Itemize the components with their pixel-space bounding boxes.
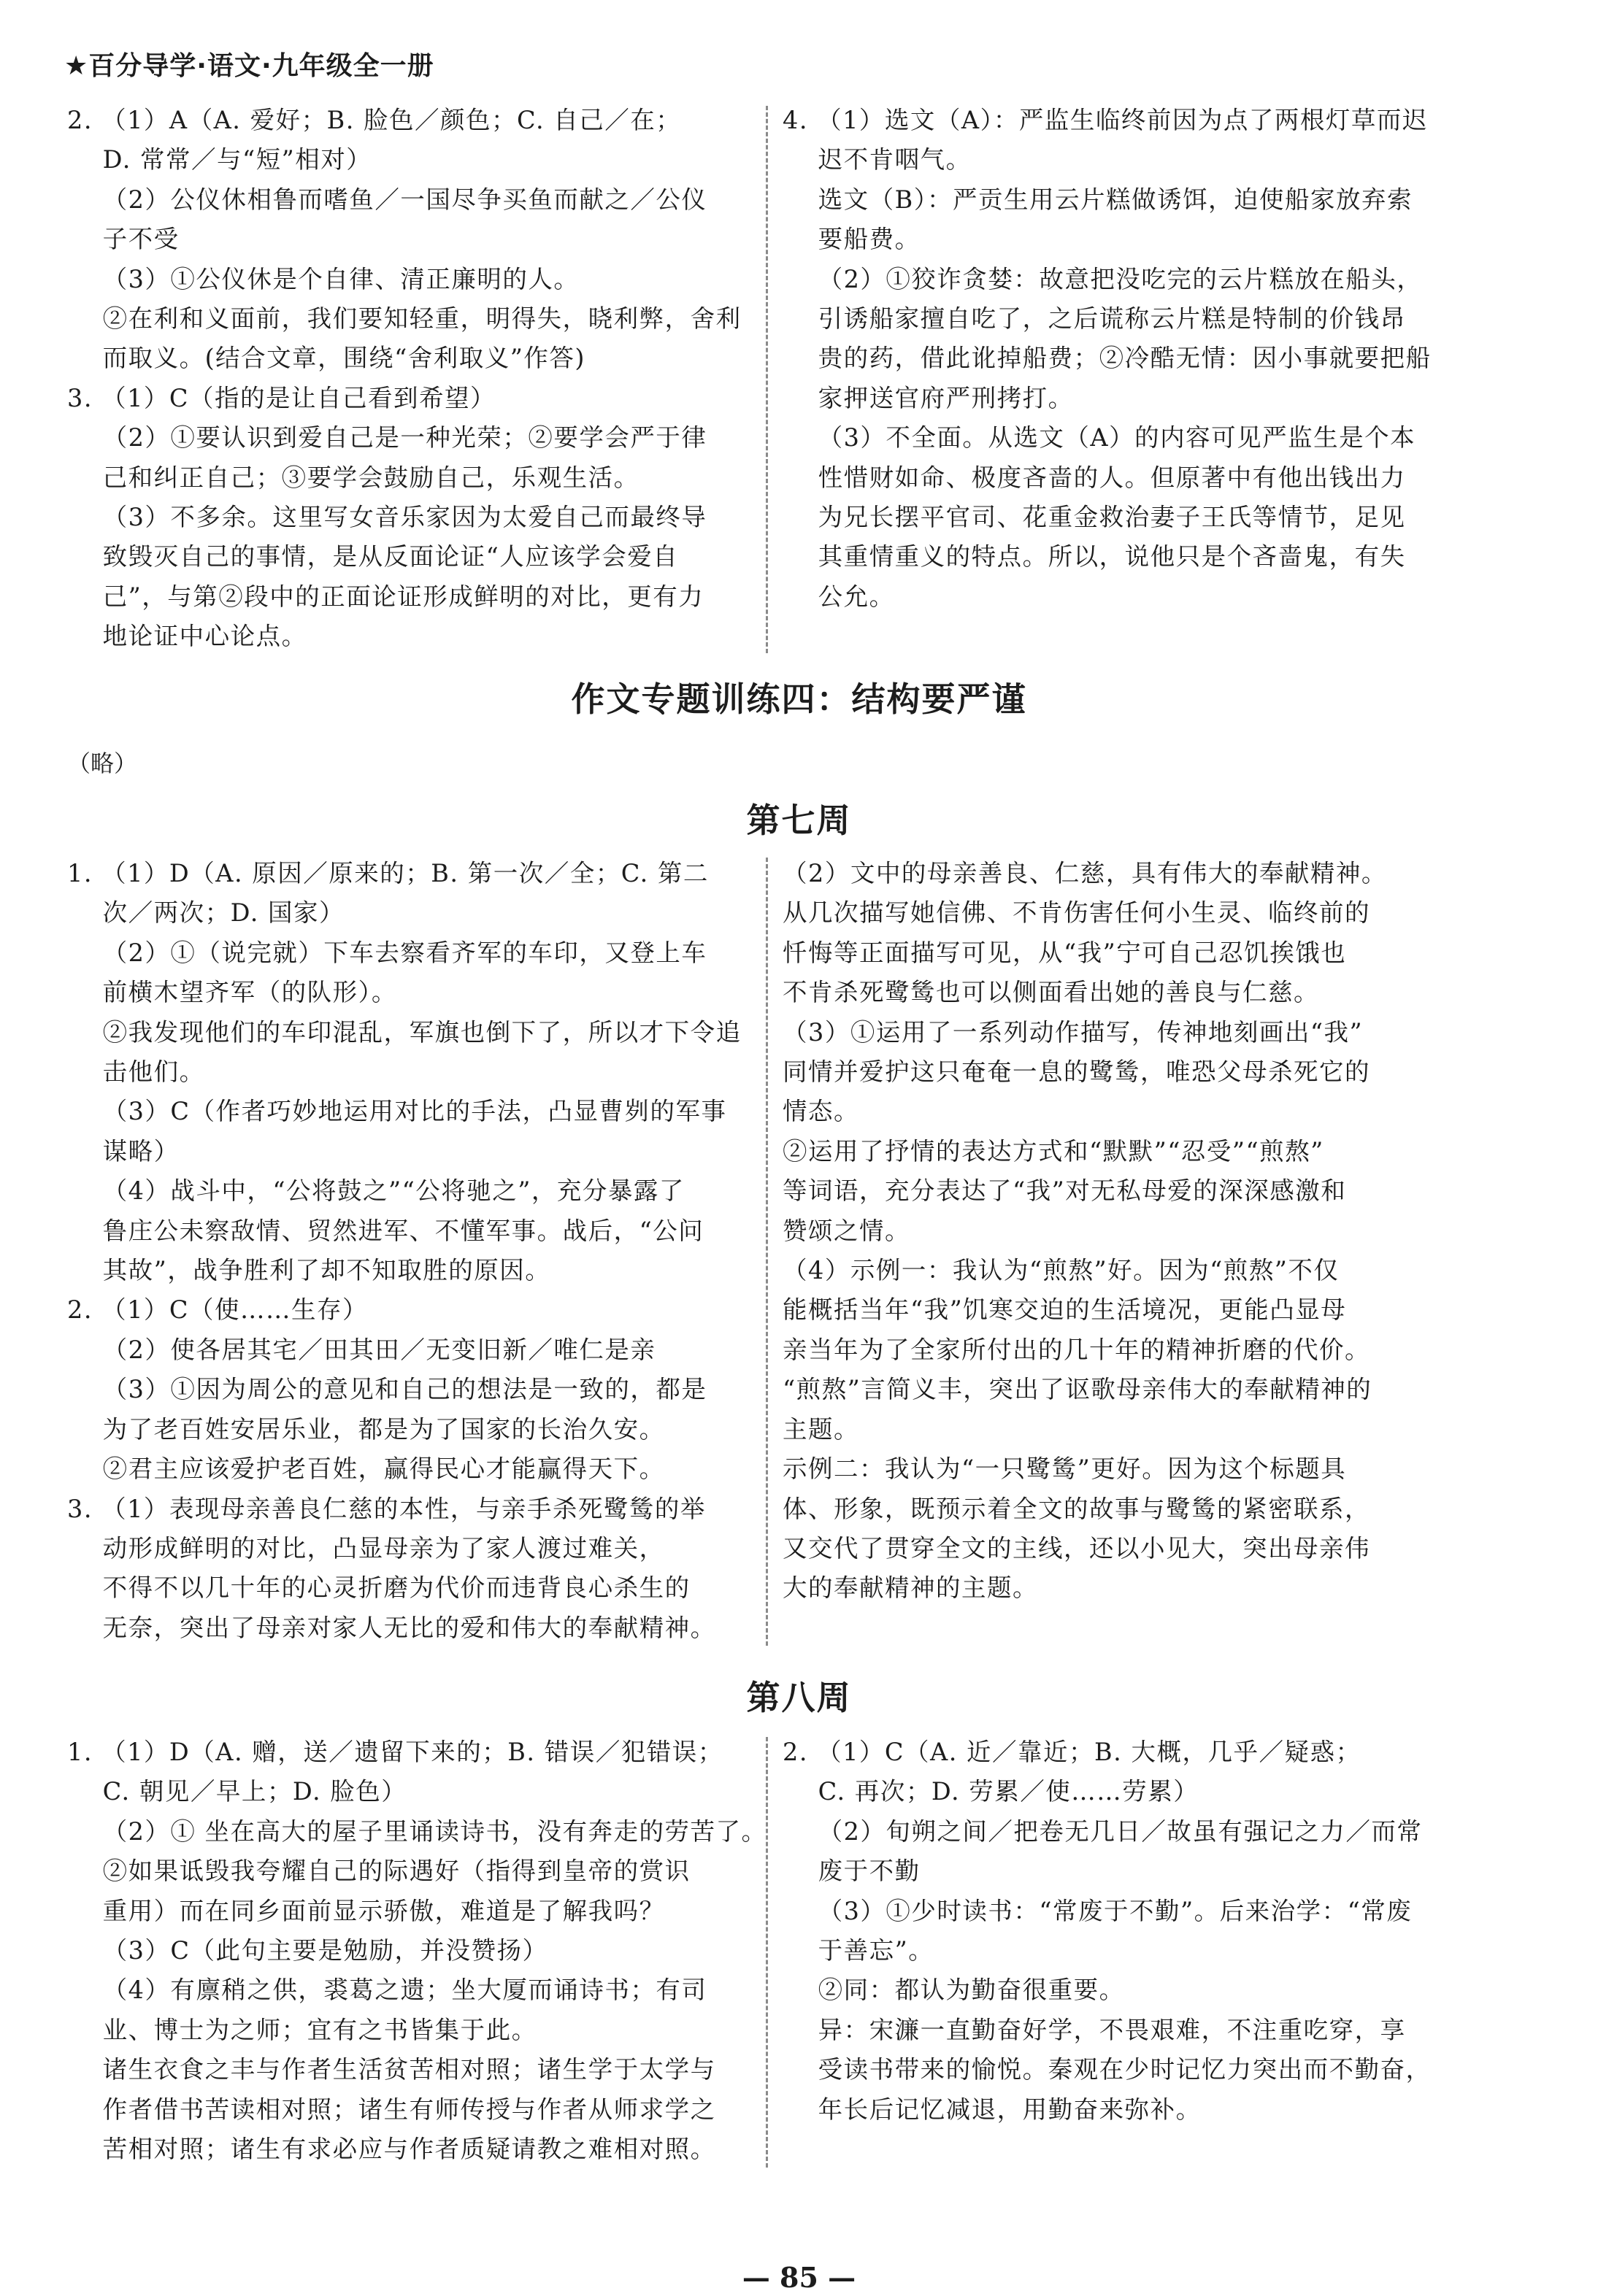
text-line: C. 朝见／早上；D. 脸色） bbox=[67, 1777, 407, 1806]
text-line: 谋略） bbox=[67, 1136, 180, 1166]
page-number: — 85 — bbox=[742, 2261, 856, 2294]
text-line: 无奈，突出了母亲对家人无比的爱和伟大的奉献精神。 bbox=[67, 1613, 716, 1642]
week8-title: 第八周 bbox=[746, 1678, 852, 1717]
text-line: 忏悔等正面描写可见，从“我”宁可自己忍饥挨饿也 bbox=[783, 938, 1347, 967]
text-line: 引诱船家擅自吃了，之后谎称云片糕是特制的价钱昂 bbox=[783, 304, 1406, 334]
week8-left-column bbox=[67, 1733, 767, 2169]
text-line: 公允。 bbox=[783, 582, 895, 611]
text-line: 1. （1）D（A. 赠，送／遗留下来的；B. 错误／犯错误； bbox=[67, 1738, 723, 1766]
text-line: （4）有廪稍之供，裘葛之遗；坐大厦而诵诗书；有司 bbox=[67, 1976, 707, 2005]
text-line: 废于不勤 bbox=[783, 1857, 921, 1886]
text-line: 贵的药，借此讹掉船费；②冷酷无情：因小事就要把船 bbox=[783, 344, 1432, 373]
text-line: （2）公仪休相鲁而嗜鱼／一国尽争买鱼而献之／公仪 bbox=[67, 185, 707, 214]
text-line: ②同：都认为勤奋很重要。 bbox=[783, 1976, 1125, 2005]
text-line: “煎熬”言简义丰，突出了讴歌母亲伟大的奉献精神的 bbox=[783, 1375, 1372, 1404]
text-line: 又交代了贯穿全文的主线，还以小见大，突出母亲伟 bbox=[783, 1533, 1370, 1563]
text-line: 1. （1）D（A. 原因／原来的；B. 第一次／全；C. 第二 bbox=[67, 859, 709, 887]
text-line: 受读书带来的愉悦。秦观在少时记忆力突出而不勤奋， bbox=[783, 2055, 1432, 2084]
essay-note: （略） bbox=[67, 750, 138, 777]
text-line: 情态。 bbox=[783, 1097, 859, 1126]
text-line: 为兄长摆平官司、花重金救治妻子王氏等情节，足见 bbox=[783, 503, 1406, 532]
essay-section-title: 作文专题训练四：结构要严谨 bbox=[571, 679, 1027, 719]
text-line: 鲁庄公未察敌情、贸然进军、不懂军事。战后，“公问 bbox=[67, 1216, 704, 1245]
text-line: 2. （1）A（A. 爱好；B. 脸色／颜色；C. 自己／在； bbox=[67, 106, 682, 134]
text-line: 重用）而在同乡面前显示骄傲，难道是了解我吗？ bbox=[67, 1896, 665, 1925]
text-line: 己和纠正自己；③要学会鼓励自己，乐观生活。 bbox=[67, 463, 639, 492]
text-line: 体、形象，既预示着全文的故事与鹭鸶的紧密联系， bbox=[783, 1494, 1370, 1523]
text-line: 子不受 bbox=[67, 225, 180, 254]
text-line: 前横木望齐军（的队形）。 bbox=[67, 978, 397, 1007]
text-line: C. 再次；D. 劳累／使……劳累） bbox=[783, 1777, 1199, 1806]
text-line: （4）示例一：我认为“煎熬”好。因为“煎熬”不仅 bbox=[783, 1256, 1340, 1285]
text-line: 3. （1）表现母亲善良仁慈的本性，与亲手杀死鹭鸶的举 bbox=[67, 1494, 706, 1523]
text-line: 赞颂之情。 bbox=[783, 1216, 910, 1245]
text-line: 家押送官府严刑拷打。 bbox=[783, 383, 1074, 412]
text-line: ②如果诋毁我夸耀自己的际遇好（指得到皇帝的赏识 bbox=[67, 1857, 691, 1886]
text-line: （3）C（此句主要是勉励，并没赞扬） bbox=[67, 1936, 548, 1965]
text-line: 不肯杀死鹭鸶也可以侧面看出她的善良与仁慈。 bbox=[783, 978, 1319, 1007]
text-line: 次／两次；D. 国家） bbox=[67, 898, 345, 928]
text-line: （2）文中的母亲善良、仁慈，具有伟大的奉献精神。 bbox=[783, 859, 1387, 887]
text-line: D. 常常／与“短”相对） bbox=[67, 145, 372, 174]
text-line: 要船费。 bbox=[783, 225, 921, 254]
text-line: 己”，与第②段中的正面论证形成鲜明的对比，更有力 bbox=[67, 582, 704, 611]
text-line: ②在利和义面前，我们要知轻重，明得失，晓利弊，舍利 bbox=[67, 304, 742, 334]
text-line: （4）战斗中，“公将鼓之”“公将驰之”，充分暴露了 bbox=[67, 1176, 685, 1206]
text-line: 苦相对照；诸生有求必应与作者质疑请教之难相对照。 bbox=[67, 2135, 716, 2164]
text-line: 迟不肯咽气。 bbox=[783, 145, 972, 174]
text-line: ②运用了抒情的表达方式和“默默”“忍受”“煎熬” bbox=[783, 1136, 1324, 1166]
text-line: 同情并爱护这只奄奄一息的鹭鸶，唯恐父母杀死它的 bbox=[783, 1058, 1370, 1087]
text-line: 年长后记忆减退，用勤奋来弥补。 bbox=[783, 2095, 1202, 2124]
text-line: （2）①狡诈贪婪：故意把没吃完的云片糕放在船头， bbox=[783, 264, 1423, 293]
week7-title: 第七周 bbox=[746, 801, 852, 840]
text-line: 2. （1）C（使……生存） bbox=[67, 1295, 369, 1325]
text-line: （3）C（作者巧妙地运用对比的手法，凸显曹刿的军事 bbox=[67, 1097, 727, 1126]
week8-right-column bbox=[783, 1733, 1432, 2130]
text-line: （3）①运用了一系列动作描写，传神地刻画出“我” bbox=[783, 1017, 1364, 1047]
text-line: 4. （1）选文（A）：严监生临终前因为点了两根灯草而迟 bbox=[783, 106, 1428, 134]
text-line: 能概括当年“我”饥寒交迫的生活境况，更能凸显母 bbox=[783, 1295, 1347, 1325]
text-line: （2）① 坐在高大的屋子里诵读诗书，没有奔走的劳苦了。 bbox=[67, 1817, 767, 1846]
text-line: （2）使各居其宅／田其田／无变旧新／唯仁是亲 bbox=[67, 1335, 656, 1364]
text-line: 选文（B）：严贡生用云片糕做诱饵，迫使船家放弃索 bbox=[783, 185, 1413, 214]
text-line: 主题。 bbox=[783, 1414, 859, 1444]
section1-left-column bbox=[67, 101, 742, 657]
text-line: 示例二：我认为“一只鹭鸶”更好。因为这个标题具 bbox=[783, 1455, 1347, 1484]
text-line: 致毁灭自己的事情，是从反面论证“人应该学会爱自 bbox=[67, 542, 679, 571]
text-line: 2. （1）C（A. 近／靠近；B. 大概，几乎／疑惑； bbox=[783, 1738, 1361, 1766]
text-line: 其故”，战争胜利了却不知取胜的原因。 bbox=[67, 1256, 551, 1285]
text-line: 动形成鲜明的对比，凸显母亲为了家人渡过难关， bbox=[67, 1533, 665, 1563]
text-line: 等词语，充分表达了“我”对无私母爱的深深感激和 bbox=[783, 1176, 1347, 1206]
text-line: 地论证中心论点。 bbox=[67, 622, 307, 651]
text-line: （3）①少时读书：“常废于不勤”。后来治学：“常废 bbox=[783, 1896, 1413, 1925]
text-line: 不得不以几十年的心灵折磨为代价而违背良心杀生的 bbox=[67, 1573, 691, 1603]
text-line: 为了老百姓安居乐业，都是为了国家的长治久安。 bbox=[67, 1414, 665, 1444]
text-line: （2）旬朔之间／把卷无几日／故虽有强记之力／而常 bbox=[783, 1817, 1423, 1846]
text-line: （3）①公仪休是个自律、清正廉明的人。 bbox=[67, 264, 580, 293]
text-line: 异：宋濂一直勤奋好学，不畏艰难，不注重吃穿，享 bbox=[783, 2015, 1406, 2044]
text-line: 其重情重义的特点。所以，说他只是个吝啬鬼，有失 bbox=[783, 542, 1406, 571]
column-divider bbox=[766, 1737, 768, 2168]
column-divider bbox=[766, 858, 768, 1646]
text-line: ②君主应该爱护老百姓，赢得民心才能赢得天下。 bbox=[67, 1455, 665, 1484]
text-line: ②我发现他们的车印混乱，军旗也倒下了，所以才下令追 bbox=[67, 1017, 742, 1047]
text-line: （3）①因为周公的意见和自己的想法是一致的，都是 bbox=[67, 1375, 707, 1404]
text-line: 从几次描写她信佛、不肯伤害任何小生灵、临终前的 bbox=[783, 898, 1370, 928]
text-line: 大的奉献精神的主题。 bbox=[783, 1573, 1038, 1603]
week7-left-column bbox=[67, 854, 742, 1648]
text-line: 性惜财如命、极度吝啬的人。但原著中有他出钱出力 bbox=[783, 463, 1406, 492]
running-header: ★百分导学·语文·九年级全一册 bbox=[64, 51, 434, 81]
column-divider bbox=[766, 106, 768, 653]
text-line: 而取义。(结合文章，围绕“舍利取义”作答) bbox=[67, 344, 585, 373]
text-line: （2）①（说完就）下车去察看齐军的车印，又登上车 bbox=[67, 938, 707, 967]
text-line: 业、博士为之师；宜有之书皆集于此。 bbox=[67, 2015, 537, 2044]
text-line: 诸生衣食之丰与作者生活贫苦相对照；诸生学于太学与 bbox=[67, 2055, 716, 2084]
section1-right-column bbox=[783, 101, 1432, 617]
text-line: （3）不多余。这里写女音乐家因为太爱自己而最终导 bbox=[67, 503, 707, 532]
text-line: 作者借书苦读相对照；诸生有师传授与作者从师求学之 bbox=[67, 2095, 716, 2124]
text-line: （3）不全面。从选文（A）的内容可见严监生是个本 bbox=[783, 423, 1416, 452]
text-line: 3. （1）C（指的是让自己看到希望） bbox=[67, 383, 496, 412]
text-line: 亲当年为了全家所付出的几十年的精神折磨的代价。 bbox=[783, 1335, 1370, 1364]
week7-right-column bbox=[783, 854, 1387, 1609]
text-line: 击他们。 bbox=[67, 1058, 205, 1087]
text-line: 于善忘”。 bbox=[783, 1936, 934, 1965]
text-line: （2）①要认识到爱自己是一种光荣；②要学会严于律 bbox=[67, 423, 707, 452]
